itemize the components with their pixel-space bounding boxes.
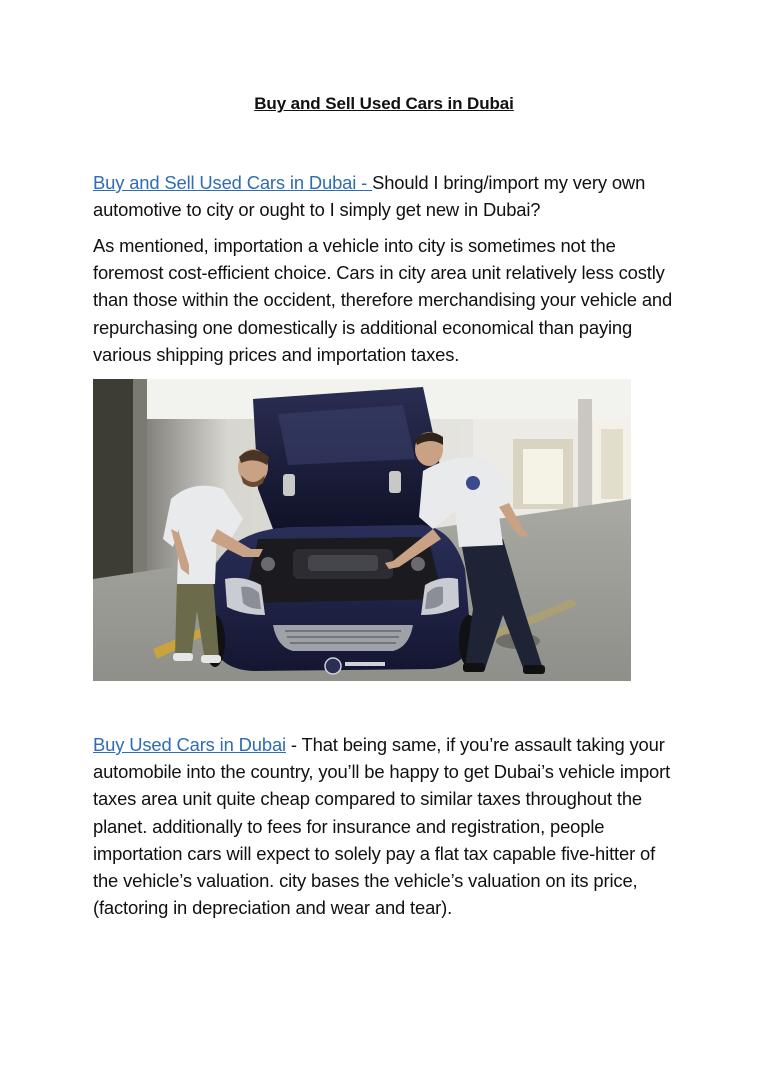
car-inspection-photo	[93, 379, 631, 681]
paragraph-import-taxes	[93, 731, 683, 921]
paragraph-intro-text: Should I bring/import my very own automotive to city or ought to I simply get new in Dubai?	[93, 172, 646, 221]
front-grille	[273, 625, 413, 651]
buy-sell-used-cars-link[interactable]: Buy and Sell Used Cars in Dubai -	[93, 172, 373, 193]
paragraph-importation: As mentioned, importation a vehicle into city is sometimes not the foremost cost-efficient choice. Cars in city area unit relatively less costly than those within the occident, therefore merchandising your vehicle and repurchasing one domestically is additional economical than paying various shipping prices and importation taxes.	[93, 235, 673, 365]
buy-used-cars-link[interactable]: Buy Used Cars in Dubai	[93, 734, 286, 755]
document-title: Buy and Sell Used Cars in Dubai	[254, 94, 514, 113]
paragraph-intro	[93, 169, 683, 223]
paragraph-import-taxes-text: - That being same, if you’re assault taking your automobile into the country, you’ll be happy to get Dubai’s vehicle import taxes area unit quite cheap compared to similar taxes throughout the planet. additionally to fees for insurance and registration, people importation cars will expect to solely pay a flat tax capable five-hitter of the vehicle’s valuation. city bases the vehicle’s valuation on its price, (factoring in depreciation and wear and tear).	[93, 734, 671, 919]
